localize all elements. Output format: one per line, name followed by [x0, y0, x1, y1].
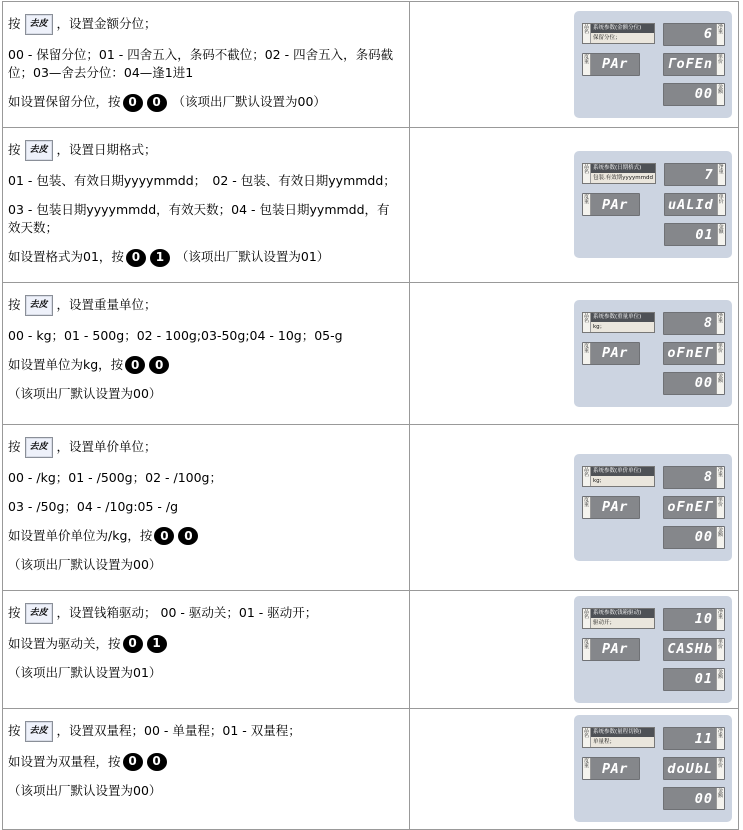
intro-line: [8, 603, 401, 624]
display-label-box: [582, 163, 656, 184]
amount-led: [663, 668, 725, 691]
scale-display-panel: [574, 596, 732, 703]
scale-display-panel: [574, 300, 732, 407]
action-text: 如设置单价单位为/kg，按: [8, 527, 153, 543]
weight-tag: 净重: [716, 467, 724, 488]
instruction-cell: [3, 591, 410, 708]
tare-key-button[interactable]: 去皮: [25, 603, 53, 624]
amount-tag: 金额: [716, 84, 724, 105]
price-display: ΓoFEn: [667, 56, 713, 73]
display-label-title: 系统参数(钱箱驱动): [591, 609, 654, 618]
name-tag: 品名: [583, 467, 591, 486]
table-row: [3, 283, 738, 425]
tare-tag: 皮重: [583, 54, 591, 75]
price-led: [663, 638, 725, 661]
amount-tag: 金额: [717, 224, 725, 245]
illustration-cell: [410, 709, 738, 829]
tare-tag: 皮重: [583, 639, 591, 660]
amount-led: [663, 787, 725, 810]
amount-tag: 金额: [716, 527, 724, 548]
price-display: doUbL: [667, 760, 713, 777]
instruction-cell: [3, 283, 410, 424]
scale-display-panel: [574, 715, 732, 822]
par-display: PAr: [602, 760, 628, 777]
action-line: [8, 753, 401, 772]
amount-display: 00: [694, 790, 713, 807]
amount-led: [663, 372, 725, 395]
weight-tag: 净重: [716, 728, 724, 749]
action-line: [8, 356, 401, 375]
tare-key-button[interactable]: 去皮: [25, 140, 53, 161]
par-led: [582, 342, 640, 365]
price-display: uALId: [667, 196, 714, 213]
unit-price-tag: 单价: [717, 194, 725, 215]
illustration-cell: [410, 2, 738, 127]
illustration-cell: [410, 128, 738, 282]
weight-led: [663, 466, 725, 489]
display-label-title: 系统参数(单价单位): [591, 467, 654, 476]
display-label-title: 系统参数(量程切换): [591, 728, 654, 737]
display-label-title: 系统参数(重量单位): [591, 313, 654, 322]
options-line: 03 - 包装日期yyyymmdd，有效天数；04 - 包装日期yymmdd，有效天数；: [8, 201, 390, 235]
weight-display: 11: [694, 730, 713, 747]
intro-text: 按: [8, 16, 21, 31]
illustration-cell: [410, 591, 738, 708]
settings-manual-table: [2, 1, 739, 830]
weight-led: [663, 312, 725, 335]
weight-tag: 净重: [716, 24, 724, 45]
display-label-box: [582, 727, 655, 748]
unit-price-tag: 单价: [716, 758, 724, 779]
intro-text: 按: [8, 604, 21, 620]
display-label-box: [582, 608, 655, 629]
name-tag: 品名: [583, 313, 591, 332]
amount-tag: 金额: [716, 669, 724, 690]
tare-tag: 皮重: [583, 343, 591, 364]
options-line: 00 - kg；01 - 500g；02 - 100g;03-50g;04 - 10g；05-g: [8, 327, 343, 343]
intro-line: [8, 140, 401, 161]
unit-price-tag: 单价: [716, 343, 724, 364]
display-label-sub: 保留分位；: [591, 33, 654, 43]
intro-text: 按: [8, 296, 21, 312]
default-note: （该项出厂默认设置为00）: [8, 557, 162, 573]
action-text: 如设置为双量程，按: [8, 753, 121, 769]
weight-display: 8: [703, 315, 713, 332]
weight-led: [663, 23, 725, 46]
scale-display-panel: [574, 151, 732, 258]
instruction-cell: [3, 425, 410, 590]
unit-price-tag: 单价: [716, 54, 724, 75]
default-note: （该项出厂默认设置为01）: [175, 249, 330, 265]
weight-tag: 净重: [716, 609, 724, 630]
instruction-cell: [3, 2, 410, 127]
price-led: [663, 496, 725, 519]
scale-display-panel: [574, 11, 732, 118]
intro-text: 按: [8, 438, 21, 454]
unit-price-tag: 单价: [716, 497, 724, 518]
digit-key-0[interactable]: 0: [154, 527, 174, 545]
par-led: [582, 193, 640, 216]
intro-line: [8, 721, 401, 742]
instruction-cell: [3, 709, 410, 829]
display-label-box: [582, 466, 655, 487]
display-label-sub: 包装.有效期yyyymmdd: [593, 175, 653, 182]
weight-display: 8: [703, 469, 713, 486]
intro-text: 按: [8, 722, 21, 738]
display-label-sub: kg;: [591, 476, 654, 486]
price-display: oFnEΓ: [667, 345, 713, 362]
amount-led: [663, 83, 725, 106]
instruction-cell: [3, 128, 410, 282]
weight-display: 10: [694, 611, 713, 627]
name-tag: 品名: [583, 609, 591, 628]
intro-text: ，设置单价单位；: [56, 438, 157, 454]
intro-line: [8, 437, 401, 458]
name-tag: 品名: [583, 24, 591, 43]
weight-tag: 净重: [716, 313, 724, 334]
par-display: PAr: [602, 499, 628, 516]
action-text: 如设置单位为kg，按: [8, 356, 124, 372]
amount-display: 00: [694, 86, 713, 103]
digit-key-0[interactable]: 0: [147, 753, 167, 771]
digit-key-0[interactable]: 0: [126, 249, 146, 267]
intro-text: ，设置日期格式；: [56, 141, 157, 157]
intro-text: ，设置重量单位；: [56, 296, 157, 312]
name-tag: 品名: [583, 164, 591, 183]
intro-text: ，设置钱箱驱动； 00 - 驱动关；01 - 驱动开；: [56, 604, 318, 620]
par-display: PAr: [602, 56, 628, 73]
illustration-cell: [410, 283, 738, 424]
display-label-box: [582, 312, 655, 333]
weight-led: [664, 163, 726, 186]
table-row: [3, 425, 738, 591]
table-row: [3, 591, 738, 709]
price-led: [663, 342, 725, 365]
digit-key-0[interactable]: 0: [147, 94, 167, 112]
options-line: 00 - /kg；01 - /500g；02 - /100g；: [8, 469, 222, 485]
tare-key-button[interactable]: 去皮: [25, 721, 53, 742]
default-note: （该项出厂默认设置为00）: [172, 94, 326, 110]
tare-tag: 皮重: [583, 194, 591, 215]
par-led: [582, 53, 640, 76]
digit-key-0[interactable]: 0: [178, 527, 198, 545]
action-line: [8, 635, 401, 654]
amount-display: 01: [694, 671, 713, 687]
par-led: [582, 496, 640, 519]
amount-tag: 金额: [716, 788, 724, 809]
digit-key-0[interactable]: 0: [125, 356, 145, 374]
options-line: 00 - 保留分位；01 - 四舍五入，条码不截位；02 - 四舍五入，条码截位；03—舍去分位：04—逢1进1: [8, 47, 394, 81]
par-led: [582, 757, 640, 780]
display-label-sub: kg；: [591, 322, 654, 332]
par-led: [582, 638, 640, 661]
weight-tag: 净重: [717, 164, 725, 185]
display-label-box: [582, 23, 655, 44]
action-text: 如设置为驱动关，按: [8, 635, 121, 651]
tare-key-button[interactable]: 去皮: [25, 295, 53, 316]
intro-text: ，设置金额分位；: [56, 16, 157, 31]
intro-line: [8, 14, 401, 35]
default-note: （该项出厂默认设置为00）: [8, 783, 162, 798]
amount-tag: 金额: [716, 373, 724, 394]
action-text: 如设置保留分位，按: [8, 94, 121, 110]
intro-text: 按: [8, 141, 21, 157]
weight-led: [663, 608, 725, 631]
amount-display: 00: [694, 375, 713, 392]
amount-display: 01: [695, 226, 714, 243]
illustration-cell: [410, 425, 738, 590]
tare-tag: 皮重: [583, 497, 591, 518]
display-label-sub: 单量程；: [591, 737, 654, 747]
digit-key-0[interactable]: 0: [123, 635, 143, 653]
digit-key-0[interactable]: 0: [123, 94, 143, 112]
digit-key-0[interactable]: 0: [123, 753, 143, 771]
amount-led: [664, 223, 726, 246]
options-line: 03 - /50g；04 - /10g:05 - /g: [8, 498, 179, 514]
name-tag: 品名: [583, 728, 591, 747]
intro-line: [8, 295, 401, 316]
intro-text: ，设置双量程；00 - 单量程；01 - 双量程；: [56, 722, 301, 738]
table-row: [3, 709, 738, 830]
tare-tag: 皮重: [583, 758, 591, 779]
price-led: [663, 757, 725, 780]
amount-led: [663, 526, 725, 549]
price-led: [664, 193, 726, 216]
options-line: 01 - 包装、有效日期yyyymmdd； 02 - 包装、有效日期yymmdd；: [8, 172, 396, 188]
tare-key-button[interactable]: 去皮: [25, 437, 53, 458]
scale-display-panel: [574, 454, 732, 561]
digit-key-1[interactable]: 1: [147, 635, 167, 653]
weight-led: [663, 727, 725, 750]
unit-price-tag: 单价: [716, 639, 724, 660]
weight-display: 6: [703, 26, 713, 43]
table-row: [3, 2, 738, 128]
action-line: [8, 93, 401, 112]
digit-key-1[interactable]: 1: [150, 249, 170, 267]
default-note: （该项出厂默认设置为00）: [8, 386, 162, 402]
default-note: （该项出厂默认设置为01）: [8, 665, 162, 680]
weight-display: 7: [704, 166, 714, 183]
digit-key-0[interactable]: 0: [149, 356, 169, 374]
display-label-title: 系统参数(日期格式): [591, 164, 655, 173]
display-label-sub: 驱动开；: [591, 618, 654, 628]
price-display: oFnEΓ: [667, 499, 713, 516]
action-line: [8, 248, 401, 267]
action-line: [8, 527, 401, 546]
price-display: CASHb: [667, 641, 713, 657]
display-label-title: 系统参数(金额分位): [591, 24, 654, 33]
tare-key-button[interactable]: 去皮: [25, 14, 53, 35]
action-text: 如设置格式为01，按: [8, 249, 124, 265]
par-display: PAr: [602, 641, 628, 657]
price-led: [663, 53, 725, 76]
amount-display: 00: [694, 529, 713, 546]
par-display: PAr: [602, 345, 628, 362]
table-row: [3, 128, 738, 283]
par-display: PAr: [602, 196, 628, 213]
